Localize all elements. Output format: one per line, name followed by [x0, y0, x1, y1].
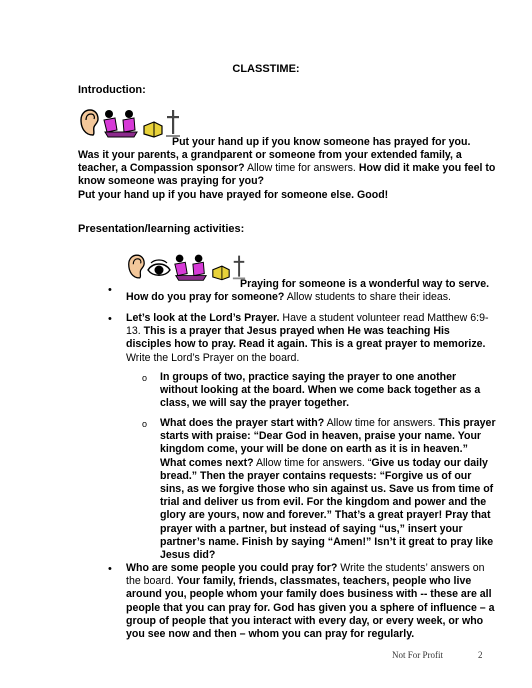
intro-feeling-question: How did it make you feel to know someone was praying for you?	[78, 162, 496, 188]
bullet-3-explanation: Your family, friends, classmates, teachers, people who live around you, people whom your family does business with -- these are all people that you can pray for. God has given you a sphere of influence – a group of people that you interact with every day, or every week, or who you see now and then – whom you can pray for regularly.	[126, 575, 495, 641]
introduction-heading: Introduction:	[78, 84, 146, 96]
sub-bullet-1-text: In groups of two, practice saying the prayer to one another without looking at the board. When we come back together as a class, we will say the prayer together.	[160, 371, 481, 410]
intro-paragraph	[78, 149, 496, 189]
presentation-heading: Presentation/learning activities:	[78, 223, 245, 235]
footer-text: Not For Profit	[392, 650, 444, 660]
ear-icon	[78, 108, 100, 138]
page-number: 2	[478, 650, 483, 660]
bullet-2: •	[108, 313, 112, 325]
bullet-1: •	[108, 284, 112, 296]
bullet-3-instruction: Write the students’ answers on the board.	[126, 562, 485, 588]
sub-bullet-2-praise: This prayer starts with praise: “Dear God in heaven, praise your name. Your kingdom come, your will be done on earth as it is in heaven.” What comes next?	[160, 417, 496, 469]
bullet-2-instruction: Have a student volunteer read Matthew 6:9-13.	[126, 312, 489, 338]
sub-bullet-2-instruction-2: Allow time for answers. “	[253, 456, 372, 469]
bullet-2-bold: Let’s look at the Lord’s Prayer.	[126, 312, 280, 324]
bullet-2-text	[126, 312, 496, 365]
bullet-3-question: Who are some people you could pray for?	[126, 562, 338, 574]
intro-icon-strip	[78, 108, 181, 138]
intro-line-3: Put your hand up if you have prayed for someone else. Good!	[78, 189, 389, 201]
bullet-3: •	[108, 563, 112, 575]
sub-bullet-2-instruction: Allow time for answers.	[324, 417, 439, 429]
sub-bullet-2-requests: Give us today our daily bread.” Then the prayer contains requests: “Forgive us of our sins, as we forgive those who sin against us. Save us from time of trial and deliver us from evil. For the kingdom and power and the glory are yours, now and forever.” That’s a great prayer! Pray that prayer with a partner, but instead of saying “us,” insert your partner’s name. Finish by saying “Amen!” Isn’t it great to pray like Jesus did?	[160, 456, 494, 562]
intro-instruction-text: Allow time for answers.	[244, 162, 359, 175]
sub-bullet-2-text	[160, 417, 496, 562]
bible-icon	[142, 108, 164, 138]
intro-line-1: Put your hand up if you know someone has prayed for you.	[172, 136, 471, 148]
bullet-2-bold-2: This is a prayer that Jesus prayed when He was teaching His disciples how to pray. Read it again. This is a great prayer to memorize.	[126, 325, 486, 351]
bullet-1-text	[126, 278, 496, 304]
cross-icon	[165, 108, 181, 138]
intro-question-text: Was it your parents, a grandparent or someone from your extended family, a teacher, a Compassion sponsor?	[78, 149, 462, 175]
people-reading-icon	[101, 108, 141, 138]
sub-bullet-2-question: What does the prayer start with?	[160, 417, 325, 429]
sub-bullet-2: o	[142, 419, 148, 429]
sub-bullet-1: o	[142, 373, 148, 383]
bullet-2-instruction-2: Write the Lord’s Prayer on the board.	[126, 351, 300, 364]
bullet-1-bold: Praying for someone is a wonderful way to serve. How do you pray for someone?	[126, 278, 490, 304]
bullet-1-instruction: Allow students to share their ideas.	[284, 291, 451, 304]
bullet-3-text	[126, 562, 496, 641]
page-title: CLASSTIME:	[232, 63, 300, 75]
